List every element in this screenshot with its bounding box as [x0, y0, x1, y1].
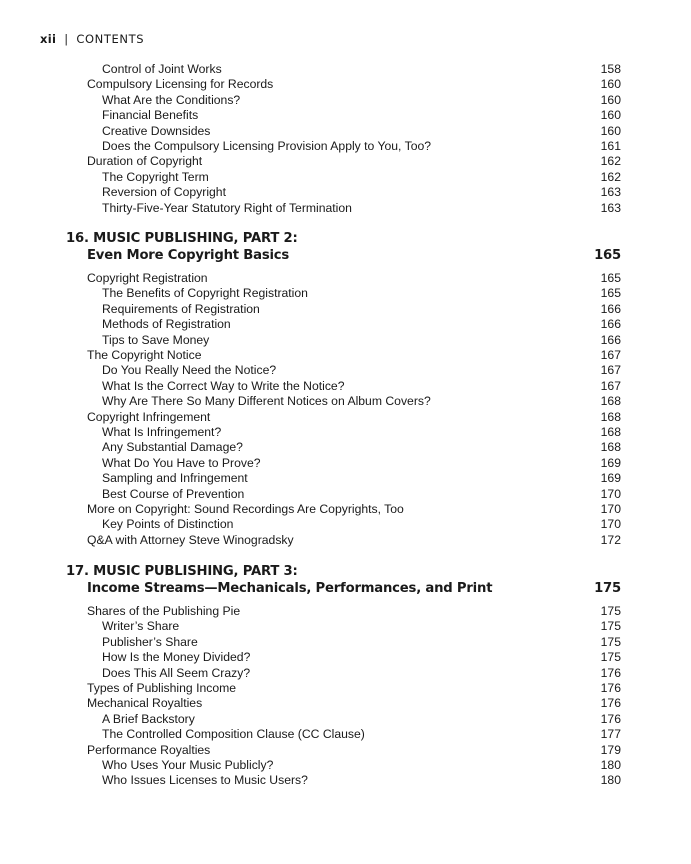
toc-entry-title: Best Course of Prevention [102, 486, 245, 501]
toc-entry-page: 160 [600, 123, 621, 138]
toc-entry-page: 162 [600, 154, 621, 169]
running-header [40, 32, 144, 46]
toc-entry [0, 501, 691, 517]
toc-entry [0, 270, 691, 286]
toc-entry-title: What Are the Conditions? [102, 92, 241, 107]
toc-entry-title: Methods of Registration [102, 317, 231, 332]
toc-entry-title: Types of Publishing Income [87, 681, 237, 695]
toc-entry-page: 180 [600, 758, 621, 772]
toc-entry-page: 180 [600, 773, 621, 788]
toc-entry-page: 175 [600, 604, 621, 618]
toc-entry [0, 107, 691, 123]
page-number: xii [40, 32, 57, 46]
toc-entry-page: 170 [600, 502, 621, 516]
header-separator: | [64, 32, 69, 46]
toc-entry [0, 424, 691, 440]
toc-entry-title: Control of Joint Works [102, 62, 222, 76]
toc-entry-title: Who Issues Licenses to Music Users? [102, 773, 308, 788]
chapter-page-number: 165 [594, 248, 621, 263]
toc-entry [0, 649, 691, 665]
toc-entry-page: 160 [600, 92, 621, 107]
toc-entry [0, 200, 691, 216]
toc-entry-title: Tips to Save Money [102, 332, 210, 347]
toc-entry-title: The Controlled Composition Clause (CC Clause) [102, 727, 365, 742]
running-title: CONTENTS [76, 32, 145, 46]
toc-entry-title: Publisher’s Share [102, 634, 198, 649]
toc-entry-title: The Benefits of Copyright Registration [102, 286, 308, 301]
toc-entry [0, 76, 691, 92]
toc-entry-page: 168 [600, 425, 621, 439]
toc-entry-title: Compulsory Licensing for Records [87, 77, 274, 92]
toc-entry-title: Does This All Seem Crazy? [102, 665, 251, 680]
toc-entry-page: 167 [600, 348, 621, 362]
toc-entry [0, 362, 691, 378]
toc-entry-title: Writer’s Share [102, 619, 180, 634]
toc-entry-page: 163 [600, 200, 621, 215]
toc-entry-page: 170 [600, 486, 621, 501]
toc-entry-page: 161 [600, 139, 621, 153]
toc-entry-page: 175 [600, 619, 621, 634]
toc-entry [0, 61, 691, 77]
toc-entry [0, 757, 691, 773]
toc-entry-title: Q&A with Attorney Steve Winogradsky [87, 532, 294, 547]
toc-entry-title: Copyright Infringement [87, 409, 211, 424]
toc-entry-title: What Is Infringement? [102, 425, 222, 439]
toc-entry-title: Sampling and Infringement [102, 471, 248, 486]
toc-entry-page: 168 [600, 394, 621, 409]
toc-entry-page: 169 [600, 471, 621, 486]
toc-entry [0, 316, 691, 332]
toc-entry-title: Copyright Registration [87, 271, 208, 285]
toc-entry-page: 168 [600, 440, 621, 455]
toc-entry-page: 177 [600, 727, 621, 742]
toc-entry-page: 176 [600, 696, 621, 711]
toc-entry-page: 175 [600, 634, 621, 649]
toc-entry-page: 166 [600, 317, 621, 332]
toc-entry-title: Requirements of Registration [102, 301, 260, 316]
toc-entry [0, 486, 691, 502]
toc-entry-title: How Is the Money Divided? [102, 650, 251, 665]
toc-entry-page: 176 [600, 711, 621, 726]
toc-entry-page: 162 [600, 169, 621, 184]
toc-entry [0, 665, 691, 681]
toc-entry-page: 165 [600, 271, 621, 285]
toc-entry-page: 172 [600, 532, 621, 547]
toc-entry-title: What Is the Correct Way to Write the Notice? [102, 378, 345, 393]
toc-entry-page: 163 [600, 185, 621, 200]
toc-entry-title: Any Substantial Damage? [102, 440, 243, 455]
toc-entry-page: 166 [600, 301, 621, 316]
toc-entry-title: Duration of Copyright [87, 154, 203, 169]
toc-entry-title: The Copyright Term [102, 169, 209, 184]
toc-entry-title: Creative Downsides [102, 123, 211, 138]
toc-entry-title: What Do You Have to Prove? [102, 455, 261, 470]
toc-entry [0, 184, 691, 200]
toc-entry-title: The Copyright Notice [87, 348, 202, 362]
toc-entry-title: Thirty-Five-Year Statutory Right of Termination [102, 200, 352, 215]
toc-entry-page: 169 [600, 455, 621, 470]
toc-entry [0, 123, 691, 139]
toc-entry [0, 634, 691, 650]
chapter-subtitle: Income Streams—Mechanicals, Performances, and Print [87, 581, 493, 596]
toc-entry [0, 378, 691, 394]
toc-entry [0, 618, 691, 634]
toc-entry [0, 726, 691, 742]
toc-entry-page: 166 [600, 332, 621, 347]
chapter-page-number: 175 [594, 581, 621, 596]
toc-entry-title: Performance Royalties [87, 742, 211, 757]
toc-entry-title: Does the Compulsory Licensing Provision Apply to You, Too? [102, 139, 432, 153]
toc-entry-title: Do You Really Need the Notice? [102, 363, 277, 378]
toc-entry-page: 176 [600, 681, 621, 695]
toc-entry-page: 165 [600, 286, 621, 301]
toc-entry-page: 158 [600, 62, 621, 76]
toc-entry-page: 179 [600, 742, 621, 757]
toc-entry [0, 301, 691, 317]
toc-entry [0, 516, 691, 532]
chapter-subtitle: Even More Copyright Basics [87, 248, 290, 263]
toc-entry [0, 695, 691, 711]
toc-entry [0, 680, 691, 696]
toc-entry-page: 160 [600, 108, 621, 123]
toc-entry-page: 167 [600, 363, 621, 378]
toc-entry-title: Why Are There So Many Different Notices on Album Covers? [102, 394, 431, 409]
toc-entry [0, 711, 691, 727]
toc-entry [0, 138, 691, 154]
toc-entry [0, 285, 691, 301]
toc-entry [0, 439, 691, 455]
toc-entry-page: 176 [600, 665, 621, 680]
chapter-title: 16. MUSIC PUBLISHING, PART 2: [66, 231, 298, 246]
toc-entry-title: A Brief Backstory [102, 711, 195, 726]
toc-entry [0, 532, 691, 548]
toc-entry-title: Reversion of Copyright [102, 185, 226, 200]
toc-entry-title: Mechanical Royalties [87, 696, 203, 711]
toc-entry [0, 772, 691, 788]
toc-entry [0, 92, 691, 108]
toc-entry [0, 603, 691, 619]
toc-entry [0, 153, 691, 169]
toc-entry-page: 175 [600, 650, 621, 665]
toc-entry-title: More on Copyright: Sound Recordings Are Copyrights, Too [87, 502, 404, 516]
toc-entry-page: 170 [600, 517, 621, 532]
toc-entry [0, 742, 691, 758]
toc-entry-title: Shares of the Publishing Pie [87, 604, 241, 618]
toc-entry-title: Key Points of Distinction [102, 517, 234, 532]
toc-entry [0, 332, 691, 348]
toc-entry [0, 169, 691, 185]
toc-entry-title: Financial Benefits [102, 108, 199, 123]
toc-entry [0, 470, 691, 486]
toc-entry [0, 347, 691, 363]
toc-entry-page: 160 [600, 77, 621, 92]
toc-entry [0, 393, 691, 409]
toc-entry-page: 167 [600, 378, 621, 393]
toc-entry [0, 409, 691, 425]
chapter-title: 17. MUSIC PUBLISHING, PART 3: [66, 564, 298, 579]
toc-entry-title: Who Uses Your Music Publicly? [102, 758, 274, 772]
toc-entry-page: 168 [600, 409, 621, 424]
toc-entry [0, 455, 691, 471]
